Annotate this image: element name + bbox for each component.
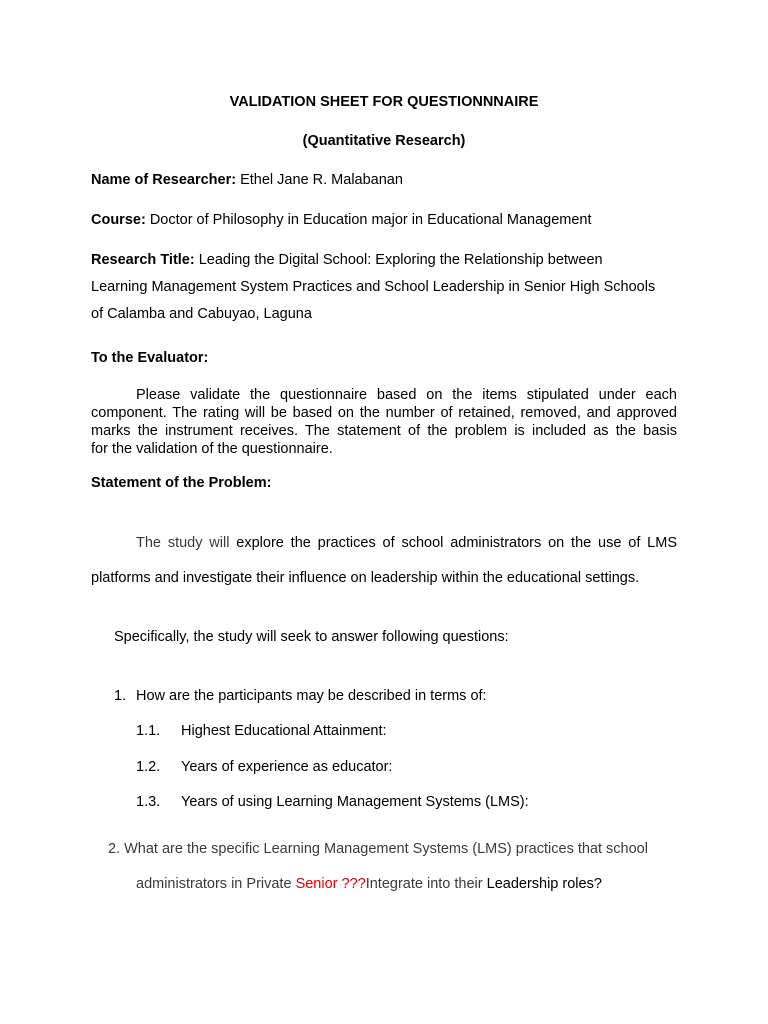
researcher-line <box>91 172 403 188</box>
research-title-line-1 <box>91 252 603 268</box>
evaluator-text-4: for the validation of the questionnaire. <box>91 441 333 457</box>
problem-heading: Statement of the Problem: <box>91 475 272 491</box>
evaluator-text-2: component. The rating will be based on the number of retained, removed, and approved <box>91 405 677 421</box>
research-title-line-2: Learning Management System Practices and School Leadership in Senior High Schools <box>91 279 656 295</box>
evaluator-text-3: marks the instrument receives. The statement of the problem is included as the basis <box>91 423 677 439</box>
course-line <box>91 212 592 228</box>
researcher-label: Name of Researcher: <box>91 172 237 188</box>
document-subtitle: (Quantitative Research) <box>302 133 466 149</box>
question-2-text-b: Integrate into their <box>365 876 487 892</box>
research-title-label: Research Title: <box>91 252 195 268</box>
question-2-text-a: administrators in Private <box>136 876 296 892</box>
sub-item-number: 1.3. <box>136 794 161 810</box>
sub-item-text: Years of using Learning Management Systems (LMS): <box>181 794 529 810</box>
question-1-text: How are the participants may be described in terms of: <box>136 688 487 704</box>
problem-paragraph-rest: explore the practices of school administrators on the use of LMS <box>229 535 677 551</box>
question-2-line-2 <box>136 876 602 892</box>
evaluator-heading: To the Evaluator: <box>91 350 209 366</box>
course-label: Course: <box>91 212 146 228</box>
research-title-line-3: of Calamba and Cabuyao, Laguna <box>91 306 312 322</box>
question-2-line-1: 2. What are the specific Learning Management Systems (LMS) practices that school <box>108 841 648 857</box>
document-title: VALIDATION SHEET FOR QUESTIONNNAIRE <box>229 94 539 110</box>
question-2-highlight: Senior ??? <box>295 876 366 892</box>
question-2-text-c: Leadership roles? <box>486 876 602 892</box>
specific-questions-intro: Specifically, the study will seek to answer following questions: <box>114 629 509 645</box>
researcher-value: Ethel Jane R. Malabanan <box>236 172 403 188</box>
sub-item-text: Years of experience as educator: <box>181 759 393 775</box>
sub-item-number: 1.2. <box>136 759 161 775</box>
evaluator-text-1: Please validate the questionnaire based on the items stipulated under each <box>136 387 677 403</box>
sub-item-number: 1.1. <box>136 723 161 739</box>
question-1-number: 1. <box>114 688 127 704</box>
course-value: Doctor of Philosophy in Education major in Educational Management <box>145 212 592 228</box>
research-title-text-1: Leading the Digital School: Exploring the Relationship between <box>194 252 603 268</box>
problem-paragraph-line-1 <box>136 534 677 552</box>
sub-item-text: Highest Educational Attainment: <box>181 723 387 739</box>
problem-paragraph-gray: The study will <box>136 535 230 551</box>
problem-paragraph-line-2: platforms and investigate their influence on leadership within the educational settings. <box>91 570 640 586</box>
